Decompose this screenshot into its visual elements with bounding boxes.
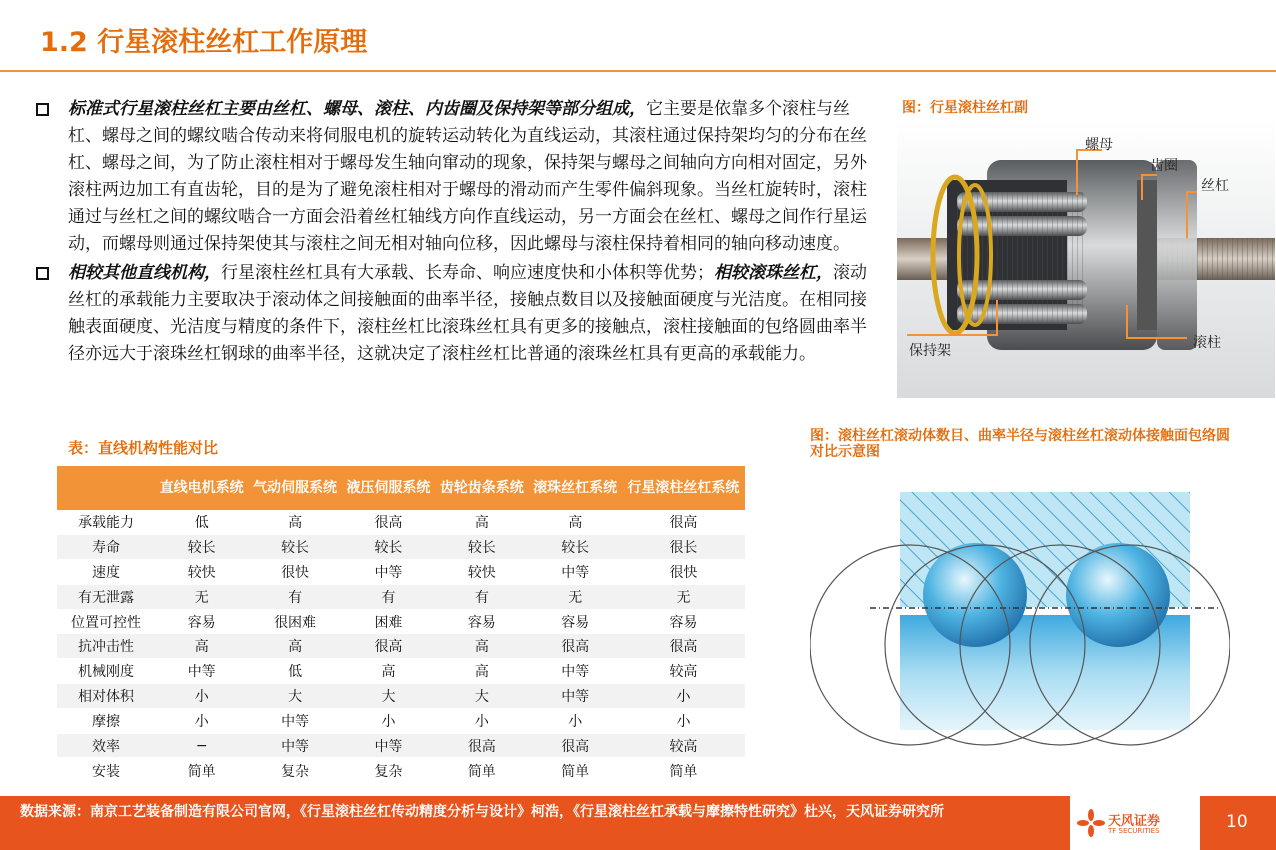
table-cell: 小 <box>342 708 435 733</box>
data-source: 数据来源：南京工艺装备制造有限公司官网，《行星滚柱丝杠传动精度分析与设计》柯浩，《行星滚柱丝杠承载与摩擦特性研究》杜兴，天风证券研究所 <box>20 804 944 820</box>
table-cell: 较高 <box>622 733 745 758</box>
table-cell: 高 <box>529 510 622 535</box>
page-number: 10 <box>1226 812 1248 832</box>
bullet-2-lead: 相较其他直线机构， <box>68 263 221 283</box>
table-cell: 低 <box>155 510 248 535</box>
table-cell: 很长 <box>622 535 745 560</box>
table-cell: 简单 <box>529 758 622 783</box>
table-cell: 较高 <box>622 659 745 684</box>
table-cell: 较快 <box>155 560 248 585</box>
table-row <box>57 535 745 560</box>
table-cell: 较长 <box>342 535 435 560</box>
label-ring-gear: 齿圈 <box>1150 158 1178 174</box>
row-label: 安装 <box>57 758 155 783</box>
row-label: 效率 <box>57 733 155 758</box>
table-cell: 容易 <box>435 609 528 634</box>
contact-comparison-diagram <box>810 470 1230 795</box>
roller-screw-photo <box>897 120 1275 398</box>
table-cell: 很高 <box>529 634 622 659</box>
bullet-square-icon <box>36 103 49 116</box>
title-divider <box>0 70 1276 72</box>
table-cell: 较长 <box>155 535 248 560</box>
table-cell: 较长 <box>529 535 622 560</box>
table-cell: 高 <box>248 510 341 535</box>
bullet-2-text: 行星滚柱丝杠具有大承载、长寿命、响应速度快和小体积等优势； <box>221 263 714 283</box>
table-cell: 有 <box>248 584 341 609</box>
bullet-1-text: 它主要是依靠多个滚柱与丝杠、螺母之间的螺纹啮合传动来将伺服电机的旋转运动转化为直线运动，其滚柱通过保持架均匀的分布在丝杠、螺母之间，为了防止滚柱相对于螺母发生轴向窜动的现象，保持架与螺母之间轴向方向相对固定，另外滚柱两边加工有直齿轮，目的是为了避免滚柱相对于螺母的滑动而产生零件偏斜现象。当丝杠旋转时，滚柱通过与丝杠之间的螺纹啮合一方面会沿着丝杠轴线方向作直线运动，另一方面会在丝杠、螺母之间作行星运动，而螺母则通过保持架使其与滚柱之间无相对轴向位移，因此螺母与滚柱保持着相同的轴向移动速度。 <box>68 99 867 254</box>
table-header-row <box>57 466 745 510</box>
row-label: 摩擦 <box>57 708 155 733</box>
label-nut: 螺母 <box>1085 137 1113 153</box>
table-header-blank <box>57 466 155 510</box>
table-cell: 大 <box>342 684 435 709</box>
label-screw: 丝杠 <box>1201 178 1229 194</box>
row-label: 有无泄露 <box>57 584 155 609</box>
table-cell: − <box>155 733 248 758</box>
table-cell: 小 <box>155 708 248 733</box>
table-cell: 容易 <box>529 609 622 634</box>
table-cell: 很困难 <box>248 609 341 634</box>
table-cell: 较快 <box>435 560 528 585</box>
table-cell: 高 <box>435 659 528 684</box>
table-row <box>57 758 745 783</box>
row-label: 抗冲击性 <box>57 634 155 659</box>
table-header-cell: 滚珠丝杠系统 <box>529 466 622 510</box>
table-cell: 大 <box>435 684 528 709</box>
table-cell: 很高 <box>529 733 622 758</box>
table-cell: 中等 <box>529 659 622 684</box>
table-header-cell: 液压伺服系统 <box>342 466 435 510</box>
table-cell: 容易 <box>155 609 248 634</box>
table-row <box>57 634 745 659</box>
table-cell: 小 <box>155 684 248 709</box>
table-cell: 中等 <box>529 684 622 709</box>
table-cell: 简单 <box>155 758 248 783</box>
table-cell: 小 <box>622 708 745 733</box>
table-row <box>57 609 745 634</box>
table-row <box>57 708 745 733</box>
row-label: 相对体积 <box>57 684 155 709</box>
table-cell: 很高 <box>342 510 435 535</box>
brand-logo-icon <box>1076 808 1106 838</box>
table-cell: 小 <box>435 708 528 733</box>
table-cell: 高 <box>342 659 435 684</box>
row-label: 寿命 <box>57 535 155 560</box>
table-row <box>57 684 745 709</box>
table-cell: 高 <box>155 634 248 659</box>
bullet-1-lead: 标准式行星滚柱丝杠主要由丝杠、螺母、滚柱、内齿圈及保持架等部分组成， <box>68 99 646 119</box>
table-cell: 中等 <box>529 560 622 585</box>
roller-screw-illustration <box>897 120 1275 398</box>
row-label: 速度 <box>57 560 155 585</box>
table-cell: 简单 <box>622 758 745 783</box>
table-row <box>57 510 745 535</box>
footer-bar <box>0 796 1276 850</box>
table-cell: 小 <box>622 684 745 709</box>
table-cell: 容易 <box>622 609 745 634</box>
table-cell: 中等 <box>342 560 435 585</box>
envelope-circle-illustration <box>810 470 1230 795</box>
row-label: 位置可控性 <box>57 609 155 634</box>
table-cell: 有 <box>342 584 435 609</box>
row-label: 机械刚度 <box>57 659 155 684</box>
table-cell: 简单 <box>435 758 528 783</box>
table-cell: 较长 <box>248 535 341 560</box>
table-header-cell: 齿轮齿条系统 <box>435 466 528 510</box>
table-cell: 很快 <box>248 560 341 585</box>
table-cell: 有 <box>435 584 528 609</box>
table-cell: 无 <box>155 584 248 609</box>
bullet-square-icon <box>36 267 49 280</box>
table-header-cell: 气动伺服系统 <box>248 466 341 510</box>
table-cell: 中等 <box>342 733 435 758</box>
table-cell: 高 <box>248 634 341 659</box>
bullet-2-text2: 滚动丝杠的承载能力主要取决于滚动体之间接触面的曲率半径，接触点数目以及接触面硬度与光洁度。在相同接触表面硬度、光洁度与精度的条件下，滚柱丝杠比滚珠丝杠具有更多的接触点，滚柱接触面的包络圆曲率半径亦远大于滚珠丝杠钢球的曲率半径，这就决定了滚柱丝杠比普通的滚珠丝杠具有更高的承载能力。 <box>68 263 867 364</box>
label-roller: 滚柱 <box>1193 335 1221 351</box>
table-cell: 困难 <box>342 609 435 634</box>
table-cell: 较长 <box>435 535 528 560</box>
table-cell: 高 <box>435 634 528 659</box>
table-caption: 表：直线机构性能对比 <box>68 439 219 457</box>
figure-1-caption: 图：行星滚柱丝杠副 <box>902 100 1028 116</box>
table-row <box>57 659 745 684</box>
table-cell: 复杂 <box>248 758 341 783</box>
table-cell: 很高 <box>435 733 528 758</box>
table-row <box>57 733 745 758</box>
comparison-table <box>57 466 745 783</box>
table-cell: 很高 <box>342 634 435 659</box>
table-cell: 小 <box>529 708 622 733</box>
table-cell: 低 <box>248 659 341 684</box>
brand-sub: TF SECURITIES <box>1108 827 1160 835</box>
page-title: 1.2 行星滚柱丝杠工作原理 <box>40 27 368 58</box>
row-label: 承载能力 <box>57 510 155 535</box>
label-cage: 保持架 <box>909 343 951 359</box>
bullet-2-lead2: 相较滚珠丝杠， <box>714 263 833 283</box>
table-cell: 很快 <box>622 560 745 585</box>
table-body <box>57 510 745 783</box>
table-cell: 复杂 <box>342 758 435 783</box>
table-header-cell: 直线电机系统 <box>155 466 248 510</box>
table-cell: 很高 <box>622 634 745 659</box>
brand-name: 天风证券 <box>1108 814 1161 829</box>
table-cell: 中等 <box>248 708 341 733</box>
table-cell: 中等 <box>155 659 248 684</box>
table-cell: 大 <box>248 684 341 709</box>
table-header-cell: 行星滚柱丝杠系统 <box>622 466 745 510</box>
table-row <box>57 584 745 609</box>
table-cell: 无 <box>529 584 622 609</box>
body-text <box>36 96 881 370</box>
bullet-1 <box>36 96 881 258</box>
bullet-2 <box>36 260 881 368</box>
table-cell: 无 <box>622 584 745 609</box>
table-cell: 高 <box>435 510 528 535</box>
table-cell: 很高 <box>622 510 745 535</box>
table-row <box>57 560 745 585</box>
table-cell: 中等 <box>248 733 341 758</box>
figure-2-caption: 图：滚柱丝杠滚动体数目、曲率半径与滚柱丝杠滚动体接触面包络圆对比示意图 <box>810 428 1230 460</box>
